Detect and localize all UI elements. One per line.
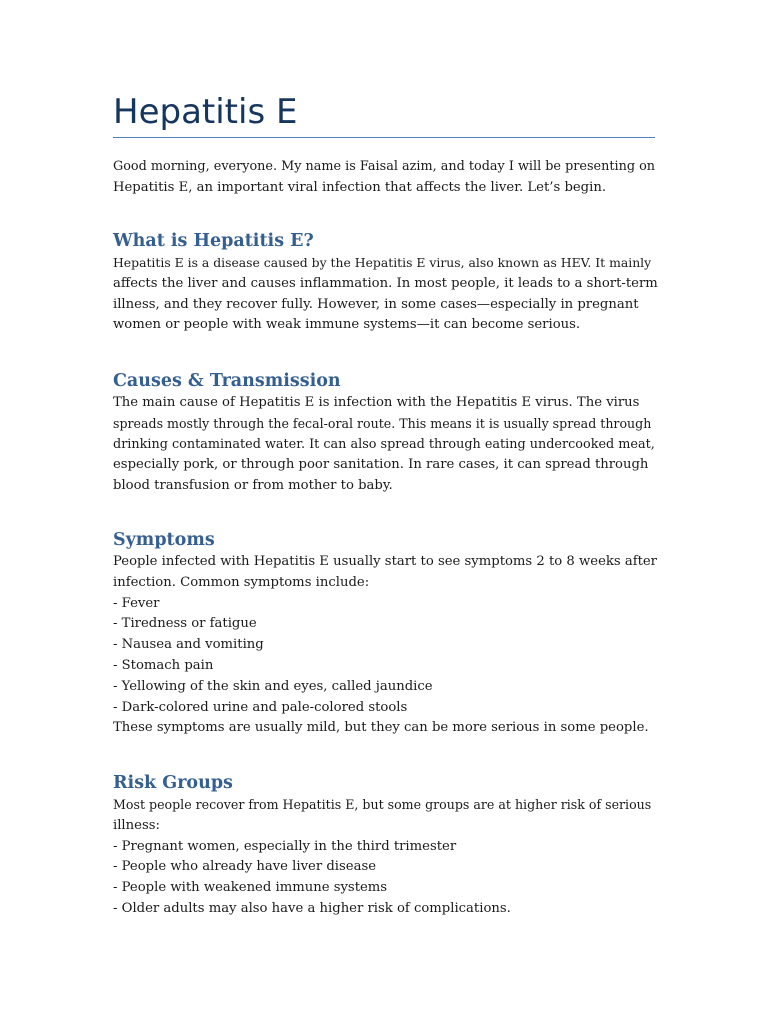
document-page [113, 0, 656, 1024]
section-risk-groups [113, 771, 656, 920]
paragraph-line: illness: [113, 817, 160, 833]
title-underline [113, 137, 655, 138]
section-what-is-hepatitis-e [113, 229, 656, 336]
paragraph-line: affects the liver and causes inflammation. In most people, it leads to a short-term [113, 275, 658, 291]
section-heading: Causes & Transmission [113, 371, 341, 391]
section-paragraph [113, 795, 656, 920]
paragraph-line: The main cause of Hepatitis E is infection with the Hepatitis E virus. The virus [113, 395, 640, 410]
list-item: - People who already have liver disease [113, 859, 377, 875]
list-item: - People with weakened immune systems [113, 880, 388, 896]
list-item: - Yellowing of the skin and eyes, called jaundice [113, 678, 433, 694]
paragraph-line: drinking contaminated water. It can also spread through eating undercooked meat, [113, 436, 655, 452]
paragraph-line: infection. Common symptoms include: [113, 574, 370, 590]
intro-line: Good morning, everyone. My name is Faisal azim, and today I will be presenting on [113, 159, 656, 174]
paragraph-line: women or people with weak immune systems—it can become serious. [113, 317, 581, 333]
list-item: - Fever [113, 595, 160, 611]
list-item: - Older adults may also have a higher risk of complications. [113, 900, 511, 916]
section-paragraph [113, 552, 656, 739]
paragraph-line: People infected with Hepatitis E usually start to see symptoms 2 to 8 weeks after [113, 554, 657, 569]
paragraph-line: spreads mostly through the fecal-oral route. This means it is usually spread through [113, 415, 652, 431]
paragraph-line: These symptoms are usually mild, but they can be more serious in some people. [113, 720, 649, 736]
list-item: - Tiredness or fatigue [113, 616, 257, 632]
paragraph-line: especially pork, or through poor sanitation. In rare cases, it can spread through [113, 457, 649, 473]
paragraph-line: blood transfusion or from mother to baby. [113, 478, 393, 494]
section-heading: Symptoms [113, 530, 215, 550]
intro-section [113, 157, 656, 199]
list-item: - Stomach pain [113, 657, 214, 673]
section-symptoms [113, 528, 656, 739]
list-item: - Pregnant women, especially in the third trimester [113, 838, 457, 854]
section-paragraph [113, 393, 656, 497]
section-heading: Risk Groups [113, 773, 233, 793]
document-title: Hepatitis E [113, 92, 298, 132]
intro-line: Hepatitis E, an important viral infection that affects the liver. Let’s begin. [113, 179, 607, 195]
list-item: - Nausea and vomiting [113, 637, 264, 653]
list-item: - Dark-colored urine and pale-colored stools [113, 699, 408, 715]
section-paragraph [113, 253, 656, 336]
section-causes-transmission [113, 369, 656, 497]
paragraph-line: Hepatitis E is a disease caused by the Hepatitis E virus, also known as HEV. It mainly [113, 255, 652, 270]
paragraph-line: illness, and they recover fully. However, in some cases—especially in pregnant [113, 296, 639, 312]
paragraph-line: Most people recover from Hepatitis E, but some groups are at higher risk of serious [113, 797, 652, 812]
intro-paragraph [113, 157, 656, 199]
section-heading: What is Hepatitis E? [113, 231, 314, 251]
